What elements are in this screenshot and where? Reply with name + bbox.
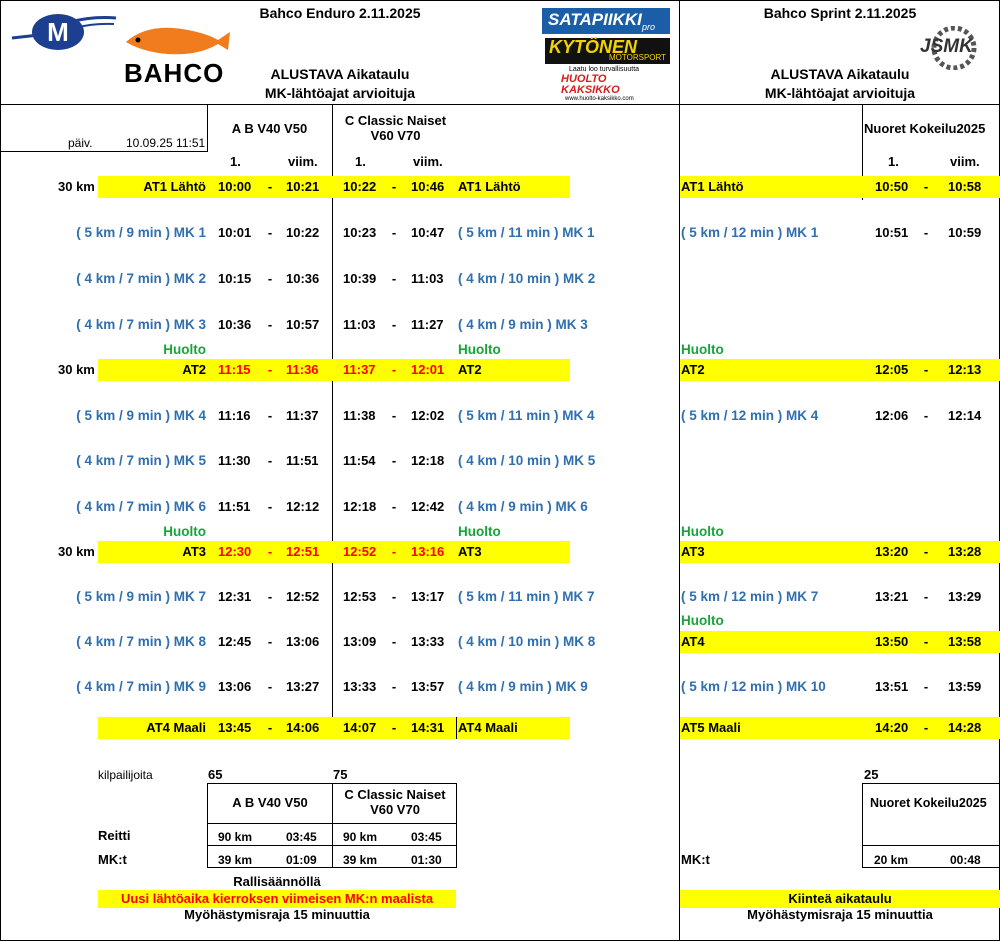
sprint-last-time: 13:29 bbox=[948, 589, 982, 604]
sprint-stage-label: AT1 Lähtö bbox=[681, 179, 744, 194]
c-route-time: 03:45 bbox=[411, 830, 442, 844]
c-dash: - bbox=[391, 499, 397, 514]
class-c-header-2: V60 V70 bbox=[370, 128, 421, 143]
c-dash: - bbox=[391, 544, 397, 559]
c-stage-label: AT2 bbox=[458, 362, 482, 377]
sprint-first-time: 13:51 bbox=[875, 679, 909, 694]
c-count: 75 bbox=[333, 767, 348, 782]
ab-last-time: 11:51 bbox=[286, 453, 319, 468]
late-limit: Myöhästymisraja 15 minuuttia bbox=[184, 907, 370, 922]
summary-ab-header: A B V40 V50 bbox=[232, 795, 308, 810]
ab-last-time: 10:36 bbox=[286, 271, 320, 286]
svg-text:M: M bbox=[47, 17, 69, 47]
sprint-dash: - bbox=[923, 225, 929, 240]
late-limit-right: Myöhästymisraja 15 minuuttia bbox=[747, 907, 933, 922]
huolto-ab: Huolto bbox=[163, 342, 206, 357]
date-value: 10.09.25 11:51 bbox=[126, 136, 206, 150]
sprint-dash: - bbox=[923, 408, 929, 423]
date-label: päiv. bbox=[68, 136, 93, 150]
ab-dash: - bbox=[267, 499, 273, 514]
sprint-first-time: 12:05 bbox=[875, 362, 909, 377]
ab-first-time: 12:45 bbox=[218, 634, 252, 649]
c-last-time: 10:46 bbox=[411, 179, 445, 194]
c-first-time: 10:39 bbox=[343, 271, 377, 286]
c-last-time: 11:27 bbox=[411, 317, 444, 332]
c-stage-label: ( 4 km / 10 min ) MK 2 bbox=[458, 271, 596, 286]
c-first-time: 11:54 bbox=[343, 453, 376, 468]
c-dash: - bbox=[391, 589, 397, 604]
divider-tick bbox=[456, 717, 457, 739]
sprint-dash: - bbox=[923, 544, 929, 559]
ab-stage-label: ( 5 km / 9 min ) MK 4 bbox=[76, 408, 206, 423]
ab-first-time: 12:30 bbox=[218, 544, 252, 559]
huolto-sprint: Huolto bbox=[681, 613, 724, 628]
ab-stage-label: ( 5 km / 9 min ) MK 7 bbox=[76, 589, 206, 604]
ab-first-time: 12:31 bbox=[218, 589, 252, 604]
class-ab-header: A B V40 V50 bbox=[231, 121, 308, 136]
ab-stage-label: ( 4 km / 7 min ) MK 5 bbox=[76, 453, 206, 468]
sprint-dash: - bbox=[923, 362, 929, 377]
c-first-time: 12:18 bbox=[343, 499, 377, 514]
route-label: Reitti bbox=[98, 828, 131, 843]
sprint-last-time: 10:58 bbox=[948, 179, 982, 194]
c-first-time: 13:09 bbox=[343, 634, 377, 649]
ab-stage-label: AT4 Maali bbox=[146, 720, 206, 735]
rule-title: Rallisäännöllä bbox=[233, 874, 321, 889]
c-last-time: 14:31 bbox=[411, 720, 445, 735]
ab-count: 65 bbox=[208, 767, 223, 782]
c-first-time: 11:03 bbox=[343, 317, 376, 332]
ab-dash: - bbox=[267, 544, 273, 559]
sprint-last-time: 13:58 bbox=[948, 634, 982, 649]
sprint-last-time: 12:14 bbox=[948, 408, 982, 423]
sprint-count: 25 bbox=[864, 767, 879, 782]
ab-first-time: 10:00 bbox=[218, 179, 252, 194]
c-stage-label: AT3 bbox=[458, 544, 482, 559]
ab-stage-label: ( 4 km / 7 min ) MK 9 bbox=[76, 679, 206, 694]
ab-last-time: 12:52 bbox=[286, 589, 320, 604]
sprint-stage-label: ( 5 km / 12 min ) MK 1 bbox=[681, 225, 819, 240]
sprint-summary-header: Nuoret Kokeilu2025 bbox=[870, 796, 987, 810]
ab-first-time: 11:16 bbox=[218, 408, 251, 423]
sprint-stage-label: ( 5 km / 12 min ) MK 4 bbox=[681, 408, 819, 423]
c-first-time: 14:07 bbox=[343, 720, 377, 735]
sprint-last-time: 13:28 bbox=[948, 544, 982, 559]
sprint-mk-label: MK:t bbox=[681, 852, 710, 867]
sprint-dash: - bbox=[923, 634, 929, 649]
class-c-header-1: C Classic Naiset bbox=[344, 113, 447, 128]
c-last-time: 12:01 bbox=[411, 362, 445, 377]
c-first-time: 12:53 bbox=[343, 589, 377, 604]
c-dash: - bbox=[391, 679, 397, 694]
c-stage-label: ( 4 km / 9 min ) MK 6 bbox=[458, 499, 588, 514]
ab-dash: - bbox=[267, 225, 273, 240]
c-first-time: 10:22 bbox=[343, 179, 377, 194]
sprint-first-time: 14:20 bbox=[875, 720, 909, 735]
jsmk-logo: JSMK bbox=[918, 26, 990, 70]
ab-last-time: 14:06 bbox=[286, 720, 320, 735]
ab-route-km: 90 km bbox=[218, 830, 253, 844]
ab-stage-label: AT3 bbox=[182, 544, 206, 559]
c-stage-label: ( 4 km / 10 min ) MK 8 bbox=[458, 634, 596, 649]
rule-note: Uusi lähtöaika kierroksen viimeisen MK:n maalista bbox=[120, 891, 434, 906]
ab-dash: - bbox=[267, 679, 273, 694]
c-stage-label: ( 4 km / 10 min ) MK 5 bbox=[458, 453, 596, 468]
ab-last-time: 11:37 bbox=[286, 408, 319, 423]
c-dash: - bbox=[391, 720, 397, 735]
c-stage-label: AT1 Lähtö bbox=[458, 179, 521, 194]
ab-dash: - bbox=[267, 720, 273, 735]
c-dash: - bbox=[391, 179, 397, 194]
ab-last-time: 10:21 bbox=[286, 179, 320, 194]
ab-first-time: 10:15 bbox=[218, 271, 252, 286]
c-last-label: viim. bbox=[413, 154, 443, 169]
c-route-km: 90 km bbox=[343, 830, 378, 844]
summary-c-header-2: V60 V70 bbox=[370, 802, 420, 817]
c-first-time: 10:23 bbox=[343, 225, 377, 240]
ab-first-time: 13:45 bbox=[218, 720, 252, 735]
ab-first-time: 11:30 bbox=[218, 453, 251, 468]
ab-last-time: 13:06 bbox=[286, 634, 320, 649]
right-title: Bahco Sprint 2.11.2025 bbox=[763, 5, 917, 21]
c-dash: - bbox=[391, 362, 397, 377]
sprint-last-label: viim. bbox=[950, 154, 980, 169]
ab-last-time: 11:36 bbox=[286, 362, 319, 377]
ab-first-label: 1. bbox=[230, 154, 241, 169]
ab-first-time: 11:15 bbox=[218, 362, 251, 377]
c-mk-time: 01:30 bbox=[411, 853, 442, 867]
sprint-dash: - bbox=[923, 679, 929, 694]
sprint-last-time: 13:59 bbox=[948, 679, 982, 694]
sprint-dash: - bbox=[923, 720, 929, 735]
ab-last-time: 10:22 bbox=[286, 225, 320, 240]
class-sprint-header: Nuoret Kokeilu2025 bbox=[864, 121, 986, 136]
competitors-label: kilpailijoita bbox=[98, 768, 153, 782]
huolto-kaksikko-logo: Laatu loo turvallisuutta HUOLTO KAKSIKKO www.huolto-kaksikko.com bbox=[561, 66, 640, 102]
ab-dash: - bbox=[267, 453, 273, 468]
ab-first-time: 10:36 bbox=[218, 317, 252, 332]
sprint-first-time: 10:50 bbox=[875, 179, 909, 194]
right-subtitle-2: MK-lähtöajat arvioituja bbox=[764, 85, 916, 101]
bahco-logo bbox=[118, 20, 238, 90]
sprint-last-time: 14:28 bbox=[948, 720, 982, 735]
sprint-mk-km: 20 km bbox=[874, 853, 909, 867]
sprint-stage-label: ( 5 km / 12 min ) MK 10 bbox=[681, 679, 826, 694]
c-stage-label: ( 4 km / 9 min ) MK 9 bbox=[458, 679, 588, 694]
ab-stage-label: ( 4 km / 7 min ) MK 3 bbox=[76, 317, 206, 332]
sprint-stage-label: AT3 bbox=[681, 544, 705, 559]
sprint-first-time: 12:06 bbox=[875, 408, 909, 423]
ab-stage-label: AT1 Lähtö bbox=[143, 179, 206, 194]
ab-stage-label: ( 4 km / 7 min ) MK 8 bbox=[76, 634, 206, 649]
ab-stage-label: ( 4 km / 7 min ) MK 6 bbox=[76, 499, 206, 514]
distance-label: 30 km bbox=[58, 544, 95, 559]
sprint-last-time: 10:59 bbox=[948, 225, 982, 240]
satapiikki-logo: SATAPIIKKI pro bbox=[542, 8, 670, 34]
c-last-time: 13:17 bbox=[411, 589, 445, 604]
ab-last-time: 12:51 bbox=[286, 544, 320, 559]
ab-route-time: 03:45 bbox=[286, 830, 317, 844]
ab-dash: - bbox=[267, 634, 273, 649]
ab-stage-label: ( 4 km / 7 min ) MK 2 bbox=[76, 271, 206, 286]
mk-label: MK:t bbox=[98, 852, 127, 867]
sprint-first-time: 13:20 bbox=[875, 544, 909, 559]
distance-label: 30 km bbox=[58, 179, 95, 194]
ab-dash: - bbox=[267, 179, 273, 194]
sprint-first-time: 10:51 bbox=[875, 225, 909, 240]
sprint-mk-time: 00:48 bbox=[950, 853, 981, 867]
ab-last-time: 13:27 bbox=[286, 679, 320, 694]
sprint-stage-label: AT2 bbox=[681, 362, 705, 377]
c-first-time: 11:37 bbox=[343, 362, 376, 377]
c-dash: - bbox=[391, 271, 397, 286]
c-stage-label: AT4 Maali bbox=[458, 720, 518, 735]
sprint-dash: - bbox=[923, 589, 929, 604]
ab-first-time: 13:06 bbox=[218, 679, 252, 694]
ab-dash: - bbox=[267, 271, 273, 286]
c-first-time: 13:33 bbox=[343, 679, 377, 694]
ab-last-time: 12:12 bbox=[286, 499, 320, 514]
c-first-time: 12:52 bbox=[343, 544, 377, 559]
ab-mk-time: 01:09 bbox=[286, 853, 317, 867]
ab-stage-label: AT2 bbox=[182, 362, 206, 377]
c-last-time: 11:03 bbox=[411, 271, 444, 286]
c-stage-label: ( 5 km / 11 min ) MK 7 bbox=[458, 589, 595, 604]
ab-dash: - bbox=[267, 589, 273, 604]
huolto-sprint: Huolto bbox=[681, 342, 724, 357]
huolto-ab: Huolto bbox=[163, 524, 206, 539]
ab-dash: - bbox=[267, 317, 273, 332]
sprint-stage-label: AT4 bbox=[681, 634, 705, 649]
right-subtitle-1: ALUSTAVA Aikataulu bbox=[770, 66, 910, 82]
ab-last-label: viim. bbox=[288, 154, 318, 169]
ab-stage-label: ( 5 km / 9 min ) MK 1 bbox=[76, 225, 206, 240]
summary-c-header-1: C Classic Naiset bbox=[344, 787, 446, 802]
huolto-c: Huolto bbox=[458, 524, 501, 539]
c-stage-label: ( 5 km / 11 min ) MK 1 bbox=[458, 225, 595, 240]
c-dash: - bbox=[391, 317, 397, 332]
ab-last-time: 10:57 bbox=[286, 317, 320, 332]
ab-dash: - bbox=[267, 362, 273, 377]
fixed-schedule: Kiinteä aikataulu bbox=[788, 891, 892, 906]
c-first-time: 11:38 bbox=[343, 408, 376, 423]
huolto-c: Huolto bbox=[458, 342, 501, 357]
bahco-logo-text: BAHCO bbox=[124, 58, 225, 88]
c-stage-label: ( 5 km / 11 min ) MK 4 bbox=[458, 408, 595, 423]
left-subtitle-2: MK-lähtöajat arvioituja bbox=[264, 85, 416, 101]
sprint-dash: - bbox=[923, 179, 929, 194]
sprint-first-label: 1. bbox=[888, 154, 899, 169]
club-logo bbox=[8, 8, 118, 56]
c-last-time: 10:47 bbox=[411, 225, 445, 240]
c-last-time: 13:16 bbox=[411, 544, 445, 559]
c-stage-label: ( 4 km / 9 min ) MK 3 bbox=[458, 317, 588, 332]
ab-first-time: 11:51 bbox=[218, 499, 251, 514]
sprint-stage-label: ( 5 km / 12 min ) MK 7 bbox=[681, 589, 819, 604]
c-dash: - bbox=[391, 225, 397, 240]
c-mk-km: 39 km bbox=[343, 853, 378, 867]
kytonen-logo: KYTÖNEN MOTORSPORT bbox=[545, 38, 670, 64]
ab-mk-km: 39 km bbox=[218, 853, 253, 867]
c-dash: - bbox=[391, 408, 397, 423]
c-last-time: 12:18 bbox=[411, 453, 445, 468]
ab-dash: - bbox=[267, 408, 273, 423]
ab-first-time: 10:01 bbox=[218, 225, 252, 240]
sprint-last-time: 12:13 bbox=[948, 362, 982, 377]
sprint-stage-label: AT5 Maali bbox=[681, 720, 741, 735]
c-last-time: 12:42 bbox=[411, 499, 445, 514]
distance-label: 30 km bbox=[58, 362, 95, 377]
c-last-time: 12:02 bbox=[411, 408, 445, 423]
sprint-first-time: 13:50 bbox=[875, 634, 909, 649]
c-last-time: 13:33 bbox=[411, 634, 445, 649]
c-last-time: 13:57 bbox=[411, 679, 445, 694]
c-dash: - bbox=[391, 634, 397, 649]
left-subtitle-1: ALUSTAVA Aikataulu bbox=[270, 66, 410, 82]
sprint-first-time: 13:21 bbox=[875, 589, 909, 604]
c-first-label: 1. bbox=[355, 154, 366, 169]
left-title: Bahco Enduro 2.11.2025 bbox=[259, 5, 421, 21]
c-dash: - bbox=[391, 453, 397, 468]
huolto-sprint: Huolto bbox=[681, 524, 724, 539]
